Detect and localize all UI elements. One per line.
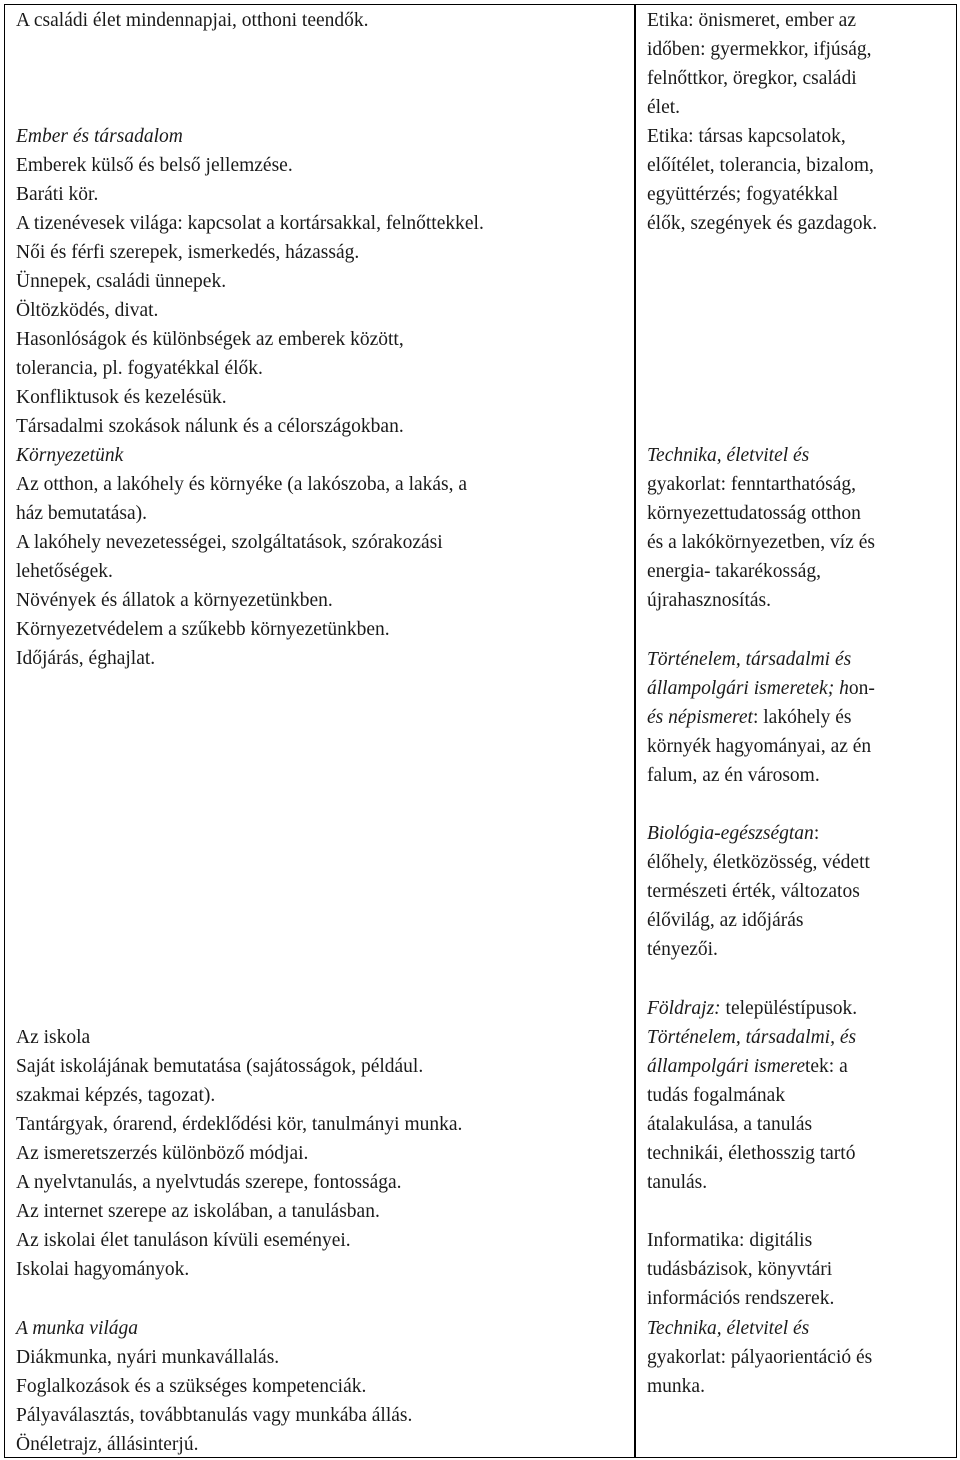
etika-line: felnőttkor, öregkor, családi xyxy=(647,68,857,89)
environment-line: ház bemutatása). xyxy=(16,503,148,524)
tortenelem-subject: Történelem, társadalmi, és xyxy=(647,1027,857,1048)
environment-line: A lakóhely nevezetességei, szolgáltatások, szórakozási xyxy=(16,532,443,553)
school-line: Iskolai hagyományok. xyxy=(16,1259,190,1280)
work-heading: A munka világa xyxy=(16,1318,139,1339)
informatika-line: információs rendszerek. xyxy=(647,1288,835,1309)
tortenelem-line xyxy=(647,1052,947,1081)
biologia-colon: : xyxy=(813,823,820,844)
family-life-block xyxy=(16,6,628,35)
environment-block xyxy=(16,441,628,673)
etika-line: Etika: társas kapcsolatok, xyxy=(647,126,846,147)
tortenelem-subject: Történelem, társadalmi és xyxy=(647,649,852,670)
environment-heading: Környezetünk xyxy=(16,445,124,466)
school-line: Az internet szerepe az iskolában, a tanulásban. xyxy=(16,1201,380,1222)
environment-line: lehetőségek. xyxy=(16,561,113,582)
tortenelem-text: tek: a xyxy=(804,1056,848,1077)
environment-line: Az otthon, a lakóhely és környéke (a lakószoba, a lakás, a xyxy=(16,474,468,495)
school-block xyxy=(16,1023,628,1284)
etika-line: előítélet, tolerancia, bizalom, xyxy=(647,155,874,176)
technika-line: és a lakókörnyezetben, víz és xyxy=(647,532,875,553)
society-line: Emberek külső és belső jellemzése. xyxy=(16,155,293,176)
tortenelem-line xyxy=(647,703,947,732)
biologia-line: természeti érték, változatos xyxy=(647,881,860,902)
technika-line xyxy=(647,470,947,499)
etika-line: élők, szegények és gazdagok. xyxy=(647,213,878,234)
tortenelem-line: tanulás. xyxy=(647,1172,708,1193)
society-line: Hasonlóságok és különbségek az emberek között, xyxy=(16,329,404,350)
technika-line: gyakorlat: pályaorientáció és xyxy=(647,1347,873,1368)
informatika-block xyxy=(647,1226,947,1313)
biologia-line: élővilág, az időjárás xyxy=(647,910,804,931)
technika-text: : fenntarthatóság, xyxy=(720,474,857,495)
tortenelem-line: környék hagyományai, az én xyxy=(647,736,872,757)
technika-line: munka. xyxy=(647,1376,705,1397)
society-line: Konfliktusok és kezelésük. xyxy=(16,387,227,408)
work-line: Önéletrajz, állásinterjú. xyxy=(16,1434,199,1455)
etika-line: élet. xyxy=(647,97,681,118)
school-line: Az iskolai élet tanuláson kívüli eseményei. xyxy=(16,1230,351,1251)
technika-subject: Technika, életvitel és xyxy=(647,445,810,466)
foldrajz-line xyxy=(647,994,947,1023)
school-line: szakmai képzés, tagozat). xyxy=(16,1085,216,1106)
etika-line: Etika: önismeret, ember az xyxy=(647,10,856,31)
society-line: Ünnepek, családi ünnepek. xyxy=(16,271,227,292)
work-line: Diákmunka, nyári munkavállalás. xyxy=(16,1347,280,1368)
tortenelem-line: átalakulása, a tanulás xyxy=(647,1114,813,1135)
nepismeret-subject: és népismeret xyxy=(647,707,753,728)
society-heading: Ember és társadalom xyxy=(16,126,183,147)
technika-subject: Technika, életvitel és xyxy=(647,1318,810,1339)
biologia-line: élőhely, életközösség, védett xyxy=(647,852,870,873)
society-line: Öltözködés, divat. xyxy=(16,300,159,321)
work-line: Foglalkozások és a szükséges kompetenciák. xyxy=(16,1376,367,1397)
tortenelem-subject-cont: állampolgári ismere xyxy=(647,1056,805,1077)
society-line: tolerancia, pl. fogyatékkal élők. xyxy=(16,358,263,379)
technika-subject-cont: gyakorlat xyxy=(647,474,721,495)
biologia-line: tényezői. xyxy=(647,939,718,960)
tortenelem-line: technikái, élethosszig tartó xyxy=(647,1143,856,1164)
tortenelem-local-block xyxy=(647,645,947,790)
technika-line: energia- takarékosság, xyxy=(647,561,821,582)
etika-self-block xyxy=(647,6,947,122)
foldrajz-subject: Földrajz: xyxy=(647,998,721,1019)
society-line: Baráti kör. xyxy=(16,184,99,205)
society-block xyxy=(16,122,628,441)
society-line: Társadalmi szokások nálunk és a célországokban. xyxy=(16,416,404,437)
tortenelem-text: : lakóhely és xyxy=(752,707,852,728)
school-line: A nyelvtanulás, a nyelvtudás szerepe, fontossága. xyxy=(16,1172,402,1193)
etika-social-block xyxy=(647,122,947,238)
society-line: A tizenévesek világa: kapcsolat a kortársakkal, felnőttekkel. xyxy=(16,213,484,234)
tortenelem-learning-block xyxy=(647,1023,947,1197)
technika-environment-block xyxy=(647,441,947,615)
technika-line: környezettudatosság otthon xyxy=(647,503,861,524)
environment-line: Környezetvédelem a szűkebb környezetünkben. xyxy=(16,619,390,640)
biologia-block xyxy=(647,819,947,964)
work-block xyxy=(16,1314,628,1459)
tortenelem-line xyxy=(647,674,947,703)
school-heading: Az iskola xyxy=(16,1027,91,1048)
school-line: Az ismeretszerzés különböző módjai. xyxy=(16,1143,309,1164)
tortenelem-line: tudás fogalmának xyxy=(647,1085,786,1106)
etika-line: időben: gyermekkor, ifjúság, xyxy=(647,39,872,60)
etika-line: együttérzés; fogyatékkal xyxy=(647,184,839,205)
family-life-text: A családi élet mindennapjai, otthoni teendők. xyxy=(16,10,369,31)
technika-career-block xyxy=(647,1314,947,1401)
tortenelem-subject-cont: állampolgári ismeretek; h xyxy=(647,678,849,699)
foldrajz-block xyxy=(647,994,947,1023)
environment-line: Időjárás, éghajlat. xyxy=(16,648,156,669)
school-line: Tantárgyak, órarend, érdeklődési kör, tanulmányi munka. xyxy=(16,1114,463,1135)
environment-line: Növények és állatok a környezetünkben. xyxy=(16,590,333,611)
biologia-subject: Biológia-egészségtan xyxy=(647,823,814,844)
informatika-line: Informatika: digitális xyxy=(647,1230,813,1251)
school-line: Saját iskolájának bemutatása (sajátosságok, például. xyxy=(16,1056,424,1077)
informatika-line: tudásbázisok, könyvtári xyxy=(647,1259,833,1280)
tortenelem-text: on- xyxy=(848,678,875,699)
work-line: Pályaválasztás, továbbtanulás vagy munkába állás. xyxy=(16,1405,413,1426)
biologia-line xyxy=(647,819,947,848)
tortenelem-line: falum, az én városom. xyxy=(647,765,820,786)
column-divider xyxy=(634,4,636,1458)
society-line: Női és férfi szerepek, ismerkedés, házasság. xyxy=(16,242,360,263)
technika-line: újrahasznosítás. xyxy=(647,590,772,611)
foldrajz-text: településtípusok. xyxy=(720,998,858,1019)
